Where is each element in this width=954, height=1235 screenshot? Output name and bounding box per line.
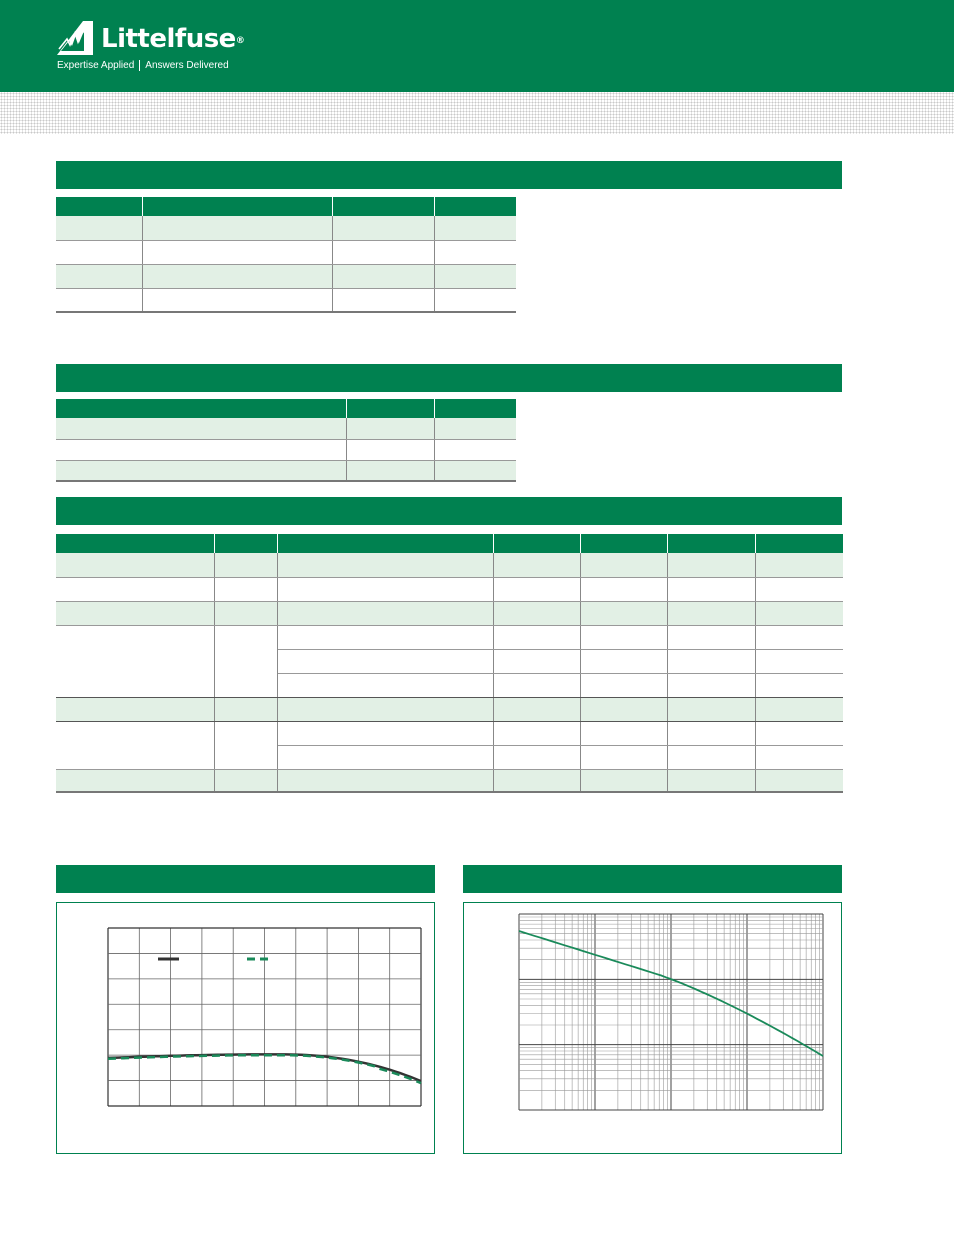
chart-right (464, 903, 841, 1153)
table-row (56, 264, 516, 288)
page-header (0, 0, 954, 92)
table-row (56, 697, 843, 721)
table-row (56, 601, 843, 625)
chart-left (57, 903, 434, 1153)
figure-bar-left (56, 865, 435, 893)
brand-tagline (57, 60, 229, 72)
chart-box-right (463, 902, 842, 1154)
table-row (56, 288, 516, 312)
table-row (56, 721, 843, 745)
section-bar-1 (56, 161, 842, 189)
chart-right-grid (519, 914, 823, 1110)
section-bar-2 (56, 364, 842, 392)
table-row (56, 216, 516, 240)
table-row (56, 625, 843, 649)
table-row (56, 418, 516, 439)
tagline-separator (139, 60, 140, 71)
table-header-row (56, 399, 516, 418)
table-row (56, 240, 516, 264)
table-row (56, 577, 843, 601)
tagline-expertise: Expertise Applied (57, 60, 135, 72)
table-row (56, 769, 843, 792)
chart-box-left (56, 902, 435, 1154)
brand-wordmark: Littelfuse® (101, 24, 245, 54)
section-bar-3 (56, 497, 842, 525)
spec-table-2 (56, 399, 516, 482)
table-header-row (56, 534, 843, 553)
chart-left-grid (108, 928, 421, 1106)
littelfuse-logo-icon (57, 21, 93, 55)
table-header-row (56, 197, 516, 216)
table-row (56, 460, 516, 481)
table-row (56, 439, 516, 460)
table-row (56, 553, 843, 577)
tagline-answers: Answers Delivered (145, 60, 229, 72)
halftone-band (0, 92, 954, 134)
spec-table-3 (56, 534, 843, 793)
figure-bar-right (463, 865, 842, 893)
spec-table-1 (56, 197, 516, 313)
